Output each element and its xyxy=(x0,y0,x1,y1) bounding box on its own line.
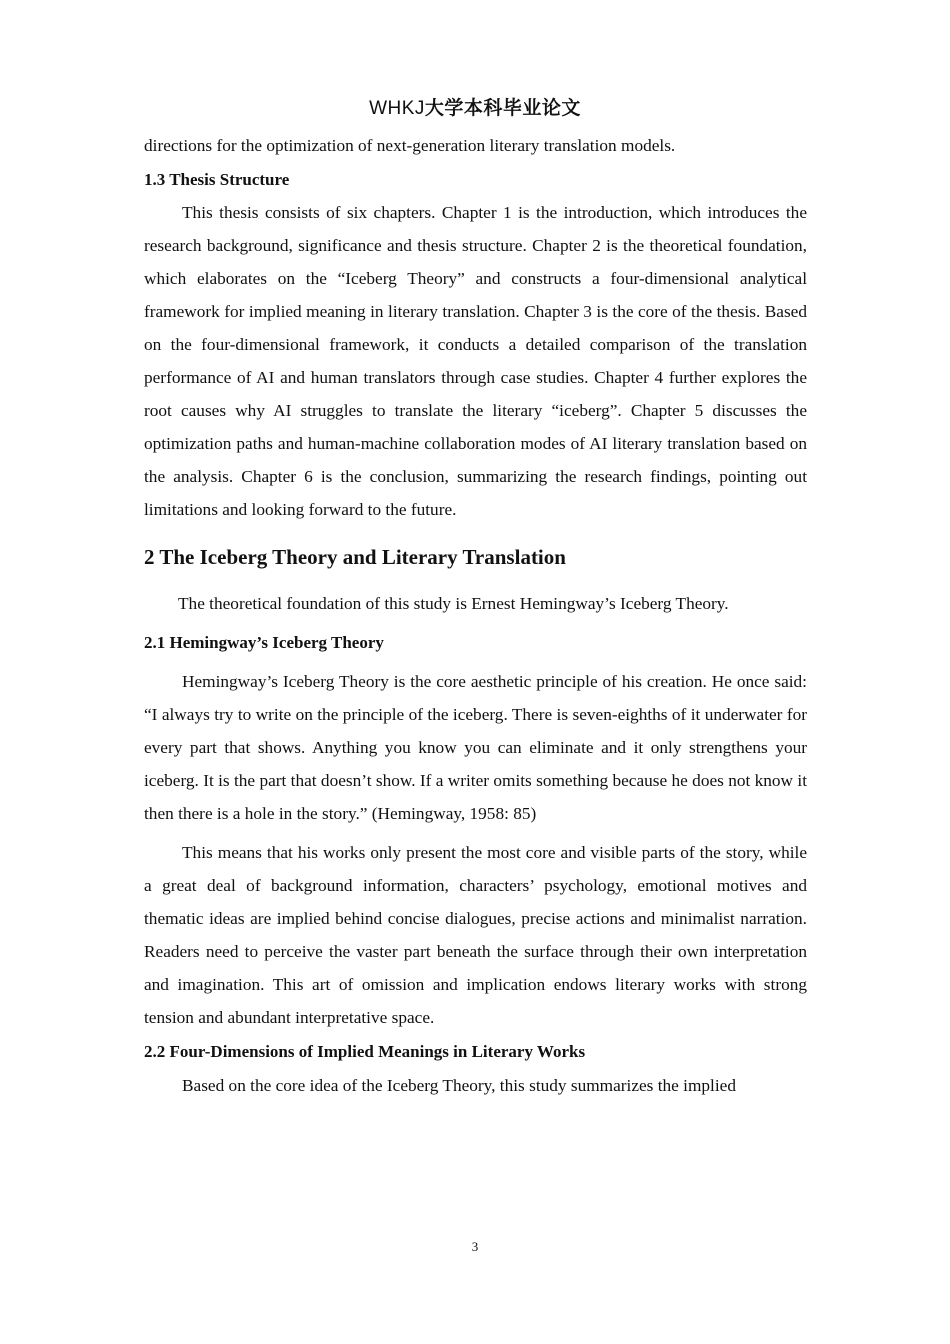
header-thesis-label: 大学本科毕业论文 xyxy=(424,97,581,119)
body-text xyxy=(144,129,807,1102)
paragraph-continuation: directions for the optimization of next-generation literary translation models. xyxy=(144,136,676,155)
header-institution-code: WHKJ xyxy=(369,98,425,119)
running-header xyxy=(0,95,950,122)
paragraph-chapter-2-intro: The theoretical foundation of this study is Ernest Hemingway’s Iceberg Theory. xyxy=(178,594,729,613)
paragraph-four-dimensions: Based on the core idea of the Iceberg Theory, this study summarizes the implied xyxy=(182,1076,736,1095)
paragraph-thesis-structure: This thesis consists of six chapters. Chapter 1 is the introduction, which introduces the research background, significance and thesis structure. Chapter 2 is the theoretical foundation, which elaborates on the “Iceberg Theory” and constructs a four-dimensional analytical framework for implied meaning in literary translation. Chapter 3 is the core of the thesis. Based on the four-dimensional framework, it conducts a detailed comparison of the translation performance of AI and human translators through case studies. Chapter 4 further explores the root causes why AI struggles to translate the literary “iceberg”. Chapter 5 discusses the optimization paths and human-machine collaboration modes of AI literary translation based on the analysis. Chapter 6 is the conclusion, summarizing the research findings, pointing out limitations and looking forward to the future. xyxy=(144,203,807,519)
section-heading-1-3: 1.3 Thesis Structure xyxy=(144,170,290,189)
paragraph-iceberg-theory-meaning: This means that his works only present the most core and visible parts of the story, while a great deal of background information, characters’ psychology, emotional motives and thematic ideas are implied behind concise dialogues, precise actions and minimalist narration. Readers need to perceive the vaster part beneath the surface through their own interpretation and imagination. This art of omission and implication endows literary works with strong tension and abundant interpretative space. xyxy=(144,843,807,1027)
page-number: 3 xyxy=(471,1239,479,1254)
paragraph-iceberg-theory-quote: Hemingway’s Iceberg Theory is the core aesthetic principle of his creation. He once said: “I always try to write on the principle of the iceberg. There is seven-eighths of it underwater for every part that shows. Anything you know you can eliminate and it only strengthens your iceberg. It is the part that doesn’t show. If a writer omits something because he does not know it then there is a hole in the story.” (Hemingway, 1958: 85) xyxy=(144,672,807,823)
section-heading-2-1: 2.1 Hemingway’s Iceberg Theory xyxy=(144,633,384,652)
chapter-heading-2: 2 The Iceberg Theory and Literary Translation xyxy=(144,545,566,569)
section-heading-2-2: 2.2 Four-Dimensions of Implied Meanings in Literary Works xyxy=(144,1042,586,1061)
